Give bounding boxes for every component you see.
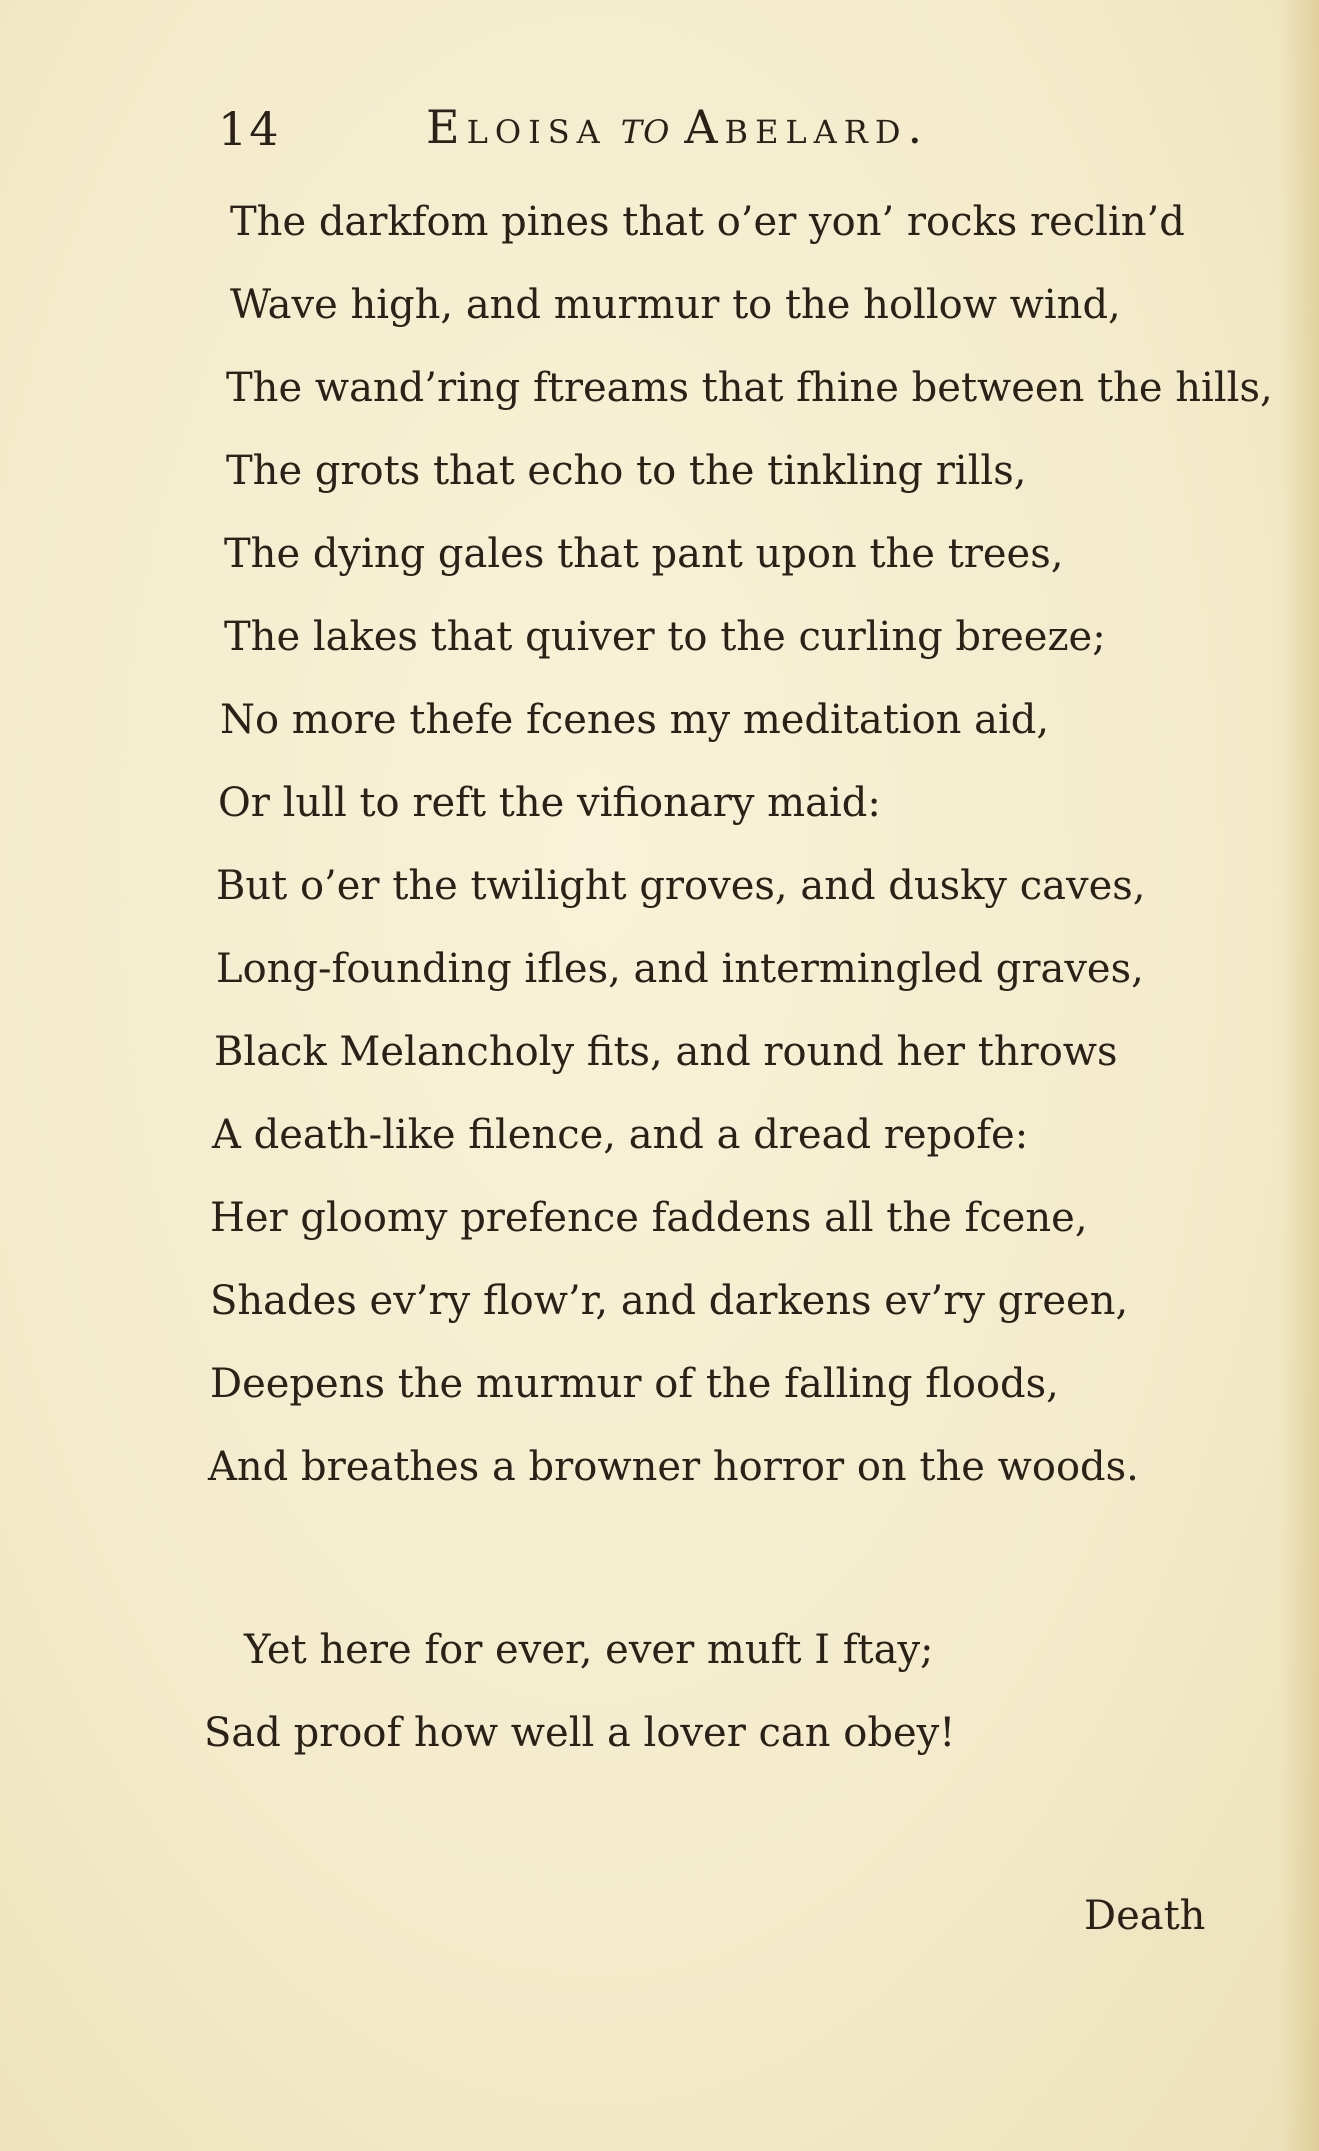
verse-line: The wand’ring ftreams that fhine between the hills,	[226, 365, 1273, 411]
running-head	[218, 92, 1098, 162]
page-edge-shadow	[1279, 0, 1319, 2151]
verse-line: But o’er the twilight groves, and dusky caves,	[216, 863, 1146, 909]
verse-line: The dying gales that pant upon the trees,	[224, 531, 1064, 577]
title-connector: to	[620, 100, 671, 154]
title-part-1: Eloisa	[426, 100, 607, 154]
verse-line: No more thefe fcenes my meditation aid,	[220, 697, 1050, 743]
verse-line: Or lull to reft the vifionary maid:	[218, 780, 881, 826]
verse-line: Yet here for ever, ever muft I ftay;	[244, 1627, 934, 1673]
verse-line: The grots that echo to the tinkling rills,	[226, 448, 1027, 494]
catchword: Death	[1084, 1893, 1206, 1939]
verse-line: Her gloomy prefence faddens all the fcene,	[210, 1195, 1088, 1241]
verse-line: The lakes that quiver to the curling breeze;	[224, 614, 1106, 660]
verse-line: Deepens the murmur of the falling floods,	[210, 1361, 1059, 1407]
verse-line: Shades ev’ry flow’r, and darkens ev’ry green,	[210, 1278, 1129, 1324]
page-number: 14	[218, 102, 281, 156]
verse-line: A death-like filence, and a dread repofe:	[212, 1112, 1029, 1158]
title-part-2: Abelard.	[684, 100, 930, 154]
verse-line: Wave high, and murmur to the hollow wind,	[230, 282, 1121, 328]
verse-line: Long-founding ifles, and intermingled graves,	[216, 946, 1144, 992]
verse-line: And breathes a browner horror on the woods.	[208, 1444, 1139, 1490]
running-title	[426, 100, 929, 154]
verse-line: Black Melancholy fits, and round her throws	[214, 1029, 1118, 1075]
verse-line: The darkfom pines that o’er yon’ rocks reclin’d	[230, 199, 1185, 245]
verse-line: Sad proof how well a lover can obey!	[204, 1710, 956, 1756]
